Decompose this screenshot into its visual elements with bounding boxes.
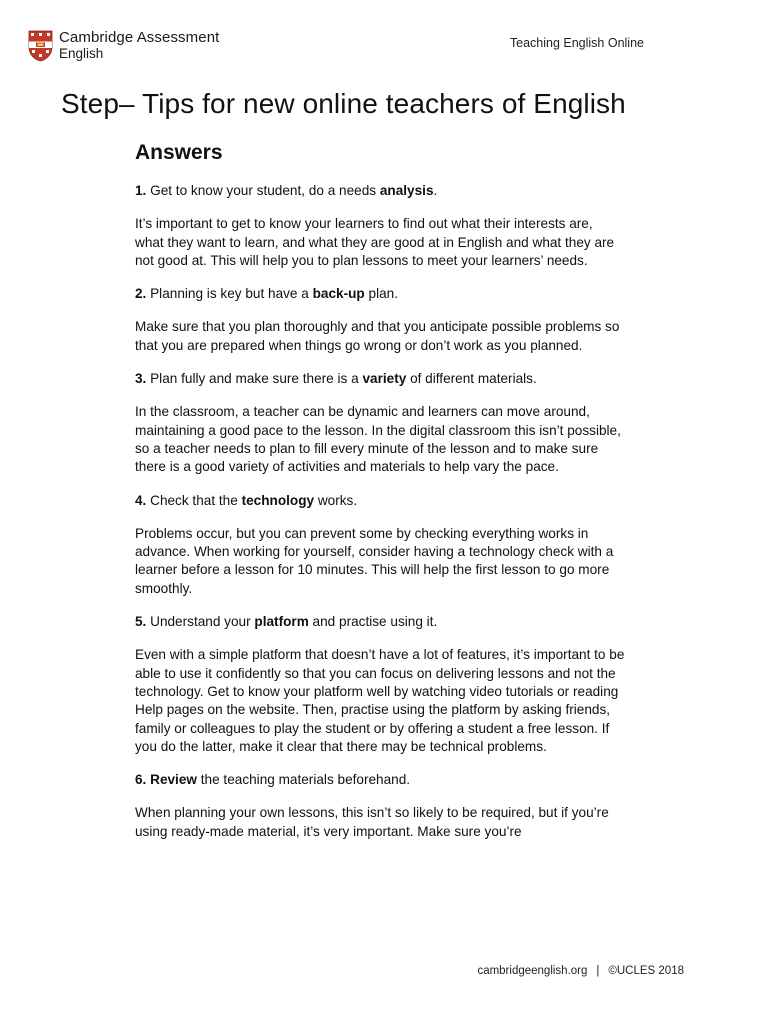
tip-explanation: When planning your own lessons, this isn’t so likely to be required, but if you’re using ready-made material, it’s very important. Make sure you’re [135,805,609,839]
cambridge-logo [28,30,219,62]
tip-heading [135,285,625,303]
tip-number: 5. [135,614,147,630]
footer-site-link[interactable]: cambridgeenglish.org [477,965,588,977]
logo-sub-text: English [59,46,104,61]
tip-text-post: the teaching materials beforehand. [196,772,411,788]
answers-content [135,182,625,856]
tip-text-pre: Planning is key but have a [146,286,313,302]
tip-number: 2. [135,286,147,302]
tip-text-post: . [433,183,438,198]
tip-keyword: back-up [312,286,365,302]
tip-heading [135,370,625,388]
header-tagline: Teaching English Online [509,36,644,50]
tip-number: 4. [135,492,147,508]
page-title: Step– Tips for new online teachers of English [61,88,626,119]
tip-number: 6. [135,772,147,788]
logo-brand-text: Cambridge Assessment [59,29,220,46]
section-heading: Answers [135,141,223,164]
tip-keyword: analysis [379,183,434,198]
tip-text-pre: Understand your [146,614,255,630]
tip-explanation: Problems occur, but you can prevent some by checking everything works in advance. When working for yourself, consider having a technology check with a learner before a lesson for 10 minutes. This will help the first lesson to go more smoothly. [135,525,614,596]
page-footer [477,965,684,977]
tip-number: 3. [135,371,147,387]
shield-crest-icon [28,30,53,62]
tip-explanation: Make sure that you plan thoroughly and that you anticipate possible problems so that you are prepared when things go wrong or don’t work as you planned. [135,319,620,353]
tip-keyword: technology [241,492,315,508]
tip-explanation: In the classroom, a teacher can be dynamic and learners can move around, maintaining a good pace to the lesson. In the digital classroom this isn’t possible, so a teacher needs to plan to fill every minute of the lesson and to make sure there is a good variety of activities and materials to help vary the pace. [135,404,621,475]
tip-text-post: of different materials. [406,371,537,387]
tip-text-pre: Plan fully and make sure there is a [146,371,363,387]
tip-text-post: and practise using it. [308,614,438,630]
tip-keyword: variety [362,371,407,387]
tip-text-pre: Get to know your student, do a needs [146,183,380,198]
tip-explanation: It’s important to get to know your learners to find out what their interests are, what they want to learn, and what they are good at in English and what they are not good at. This will help you to plan lessons to meet your learners’ needs. [135,216,615,268]
tip-text-pre: Check that the [146,492,242,508]
tip-number: 1. [135,183,147,198]
tip-heading [135,771,625,789]
tip-heading [135,613,625,631]
footer-separator: | [596,965,600,977]
tip-explanation: Even with a simple platform that doesn’t have a lot of features, it’s important to be able to use it confidently so that you can focus on delivering lessons and not the technology. Get to know your platform well by watching video tutorials or reading Help pages on the website. Then, practise using the platform by asking friends, family or colleagues to play the student or by offering a student a free lesson. If you do the latter, make it clear that there may be technical problems. [135,647,625,754]
tip-heading [135,182,625,200]
tip-text-post: plan. [364,286,398,302]
tip-keyword: Review [146,772,197,788]
tip-heading [135,492,625,510]
tip-text-post: works. [314,492,358,508]
footer-copyright: ©UCLES 2018 [608,965,684,977]
tip-keyword: platform [254,614,309,630]
